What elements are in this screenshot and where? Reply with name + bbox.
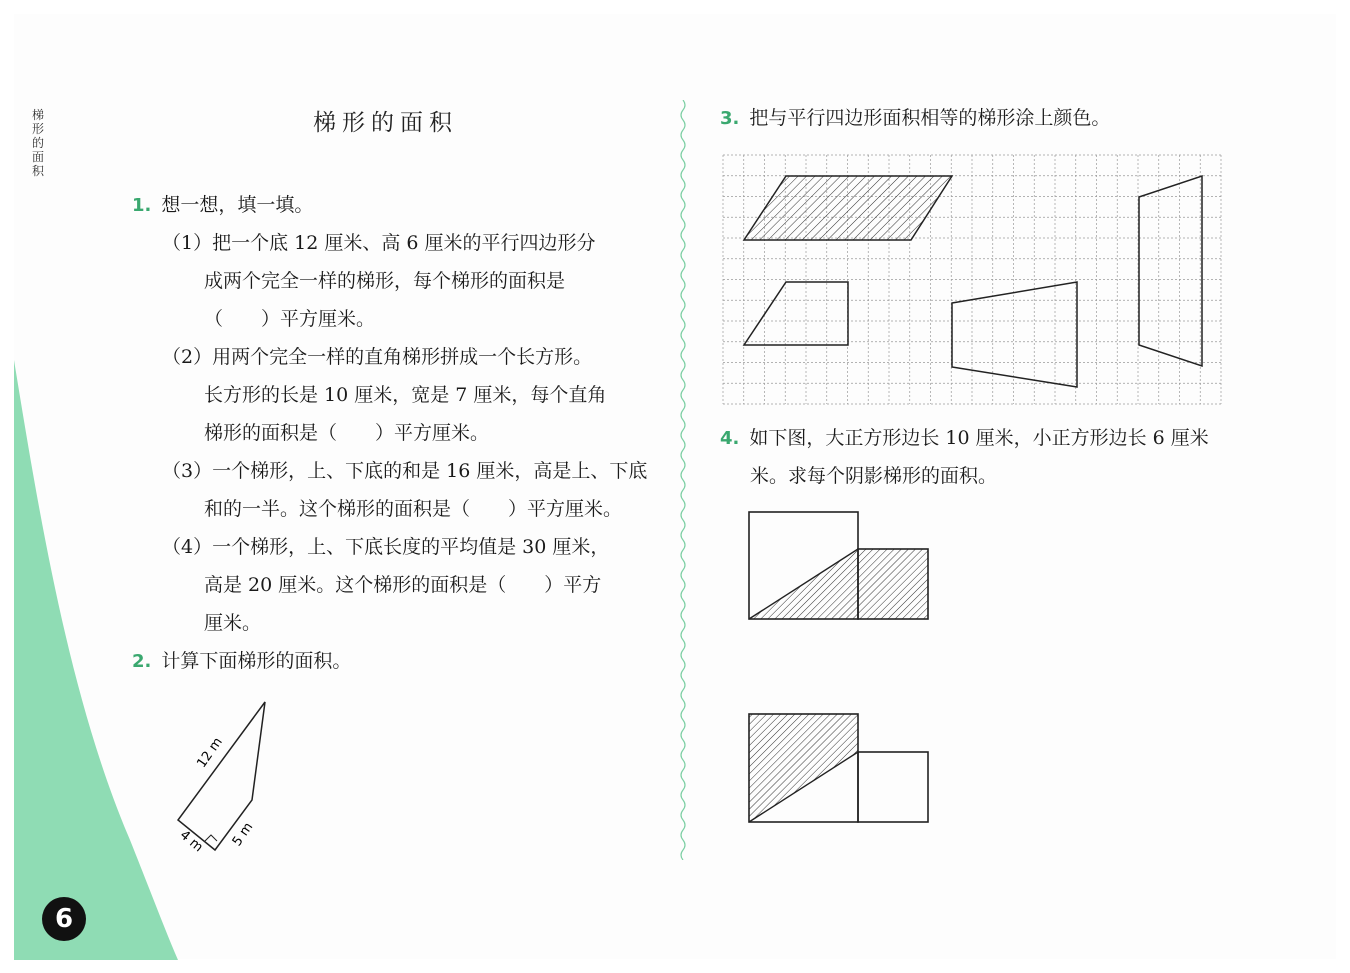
q4-figure-2	[740, 705, 940, 830]
question-number: 3.	[720, 108, 740, 129]
parallelogram	[744, 176, 952, 240]
q4-figure-1	[740, 505, 940, 630]
trapezoid-c	[1139, 176, 1202, 366]
page-number: 6	[42, 897, 86, 941]
question-text: 如下图，大正方形边长 10 厘米，小正方形边长 6 厘米	[749, 427, 1209, 449]
question-text: 把与平行四边形面积相等的梯形涂上颜色。	[749, 107, 1111, 129]
trapezoid-a	[744, 282, 848, 345]
q1-item4-line3: 厘米。	[204, 612, 262, 634]
label-side: 5 m	[229, 819, 257, 850]
trapezoid-b	[952, 282, 1077, 387]
question-number: 2.	[132, 651, 152, 672]
side-char: 形	[31, 122, 44, 136]
question-4	[720, 425, 1209, 452]
question-1	[132, 192, 313, 219]
q2-trapezoid-figure	[160, 690, 290, 870]
question-number: 4.	[720, 428, 740, 449]
label-slant: 12 m	[194, 734, 226, 771]
q1-item4-line2: 高是 20 厘米。这个梯形的面积是（ ）平方	[204, 574, 602, 596]
q1-item4-line1: （4）一个梯形，上、下底长度的平均值是 30 厘米，	[162, 536, 610, 558]
q3-grid-figure	[720, 152, 1230, 414]
q1-item3-line2: 和的一半。这个梯形的面积是（ ）平方厘米。	[204, 498, 623, 520]
question-2	[132, 648, 351, 675]
side-char: 面	[31, 150, 44, 164]
q1-item2-line1: （2）用两个完全一样的直角梯形拼成一个长方形。	[162, 346, 593, 368]
side-chapter-label	[30, 108, 46, 178]
q1-item1-line2: 成两个完全一样的梯形，每个梯形的面积是	[204, 270, 566, 292]
q1-item1-line3: （ ）平方厘米。	[204, 308, 376, 330]
question-number: 1.	[132, 195, 152, 216]
column-divider	[673, 100, 693, 860]
q1-item3-line1: （3）一个梯形，上、下底的和是 16 厘米，高是上、下底	[162, 460, 648, 482]
q1-item2-line2: 长方形的长是 10 厘米，宽是 7 厘米，每个直角	[204, 384, 607, 406]
q4-line2: 米。求每个阴影梯形的面积。	[750, 465, 998, 487]
side-char: 的	[31, 136, 44, 150]
question-text: 计算下面梯形的面积。	[161, 650, 352, 672]
q1-item1-line1: （1）把一个底 12 厘米、高 6 厘米的平行四边形分	[162, 232, 596, 254]
side-char: 积	[31, 164, 44, 178]
q1-item2-line3: 梯形的面积是（ ）平方厘米。	[204, 422, 490, 444]
label-base: 4 m	[176, 827, 206, 856]
question-text: 想一想，填一填。	[161, 194, 314, 216]
side-char: 梯	[31, 108, 44, 122]
question-3	[720, 105, 1110, 132]
page-title: 梯形的面积	[313, 110, 458, 136]
